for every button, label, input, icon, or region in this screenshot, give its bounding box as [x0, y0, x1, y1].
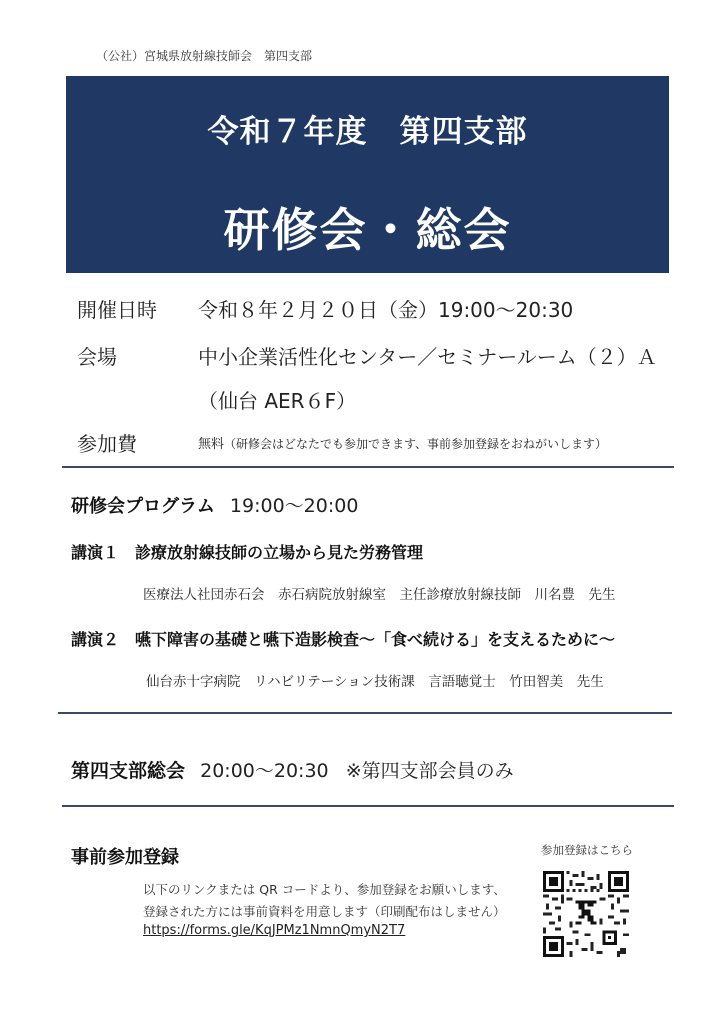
lecture-2-speaker: 仙台赤十字病院 リハビリテーション技術課 言語聴覚士 竹田智美 先生: [146, 674, 604, 690]
fee-note: （研修会はどなたでも参加できます、事前参加登録をおねがいします）: [224, 437, 608, 451]
general-meeting-note: ※第四支部会員のみ: [345, 760, 514, 782]
program-header: [71, 491, 358, 518]
general-meeting-time: 20:00～20:30: [200, 760, 329, 782]
registration-link[interactable]: https://forms.gle/KqJPMz1NmnQmyN2T7: [143, 923, 406, 938]
registration-line-1: 以下のリンクまたは QR コードより、参加登録をお願いします、: [143, 882, 506, 897]
registration-line-2: 登録された方には事前資料を用意します（印刷配布はしません）: [143, 904, 506, 919]
fee-free: 無料: [198, 437, 225, 452]
lecture-2-title: 講演２ 嚥下障害の基礎と嚥下造影検査～「食べ続ける」を支えるために～: [71, 630, 616, 649]
date-value: 令和８年２月２０日（金）19:00～20:30: [198, 298, 574, 322]
qr-caption: 参加登録はこちら: [541, 843, 633, 857]
title-banner: [66, 76, 669, 273]
lecture-1-title: 講演１ 診療放射線技師の立場から見た労務管理: [71, 543, 424, 562]
fee-text: [198, 433, 607, 452]
divider: [58, 712, 672, 714]
organization-name: （公社）宮城県放射線技師会 第四支部: [96, 49, 313, 63]
venue-line-2: （仙台 AER６F）: [198, 389, 357, 413]
venue-line-1: 中小企業活性化センター／セミナールーム（２）Ａ: [198, 345, 657, 369]
program-time: 19:00～20:00: [229, 495, 359, 517]
qr-code-icon[interactable]: [543, 871, 629, 957]
general-meeting-heading: 第四支部総会: [71, 760, 186, 782]
general-meeting: [71, 756, 514, 783]
venue-label: 会場: [77, 345, 117, 369]
date-label: 開催日時: [77, 298, 157, 322]
title-line-1: 令和７年度 第四支部: [207, 114, 528, 150]
registration-heading: 事前参加登録: [71, 847, 179, 868]
divider: [62, 805, 674, 807]
divider: [62, 466, 674, 468]
fee-label: 参加費: [77, 432, 137, 456]
title-line-2: 研修会・総会: [223, 203, 512, 257]
lecture-1-speaker: 医療法人社団赤石会 赤石病院放射線室 主任診療放射線技師 川名豊 先生: [143, 587, 616, 603]
program-heading: 研修会プログラム: [71, 496, 215, 517]
